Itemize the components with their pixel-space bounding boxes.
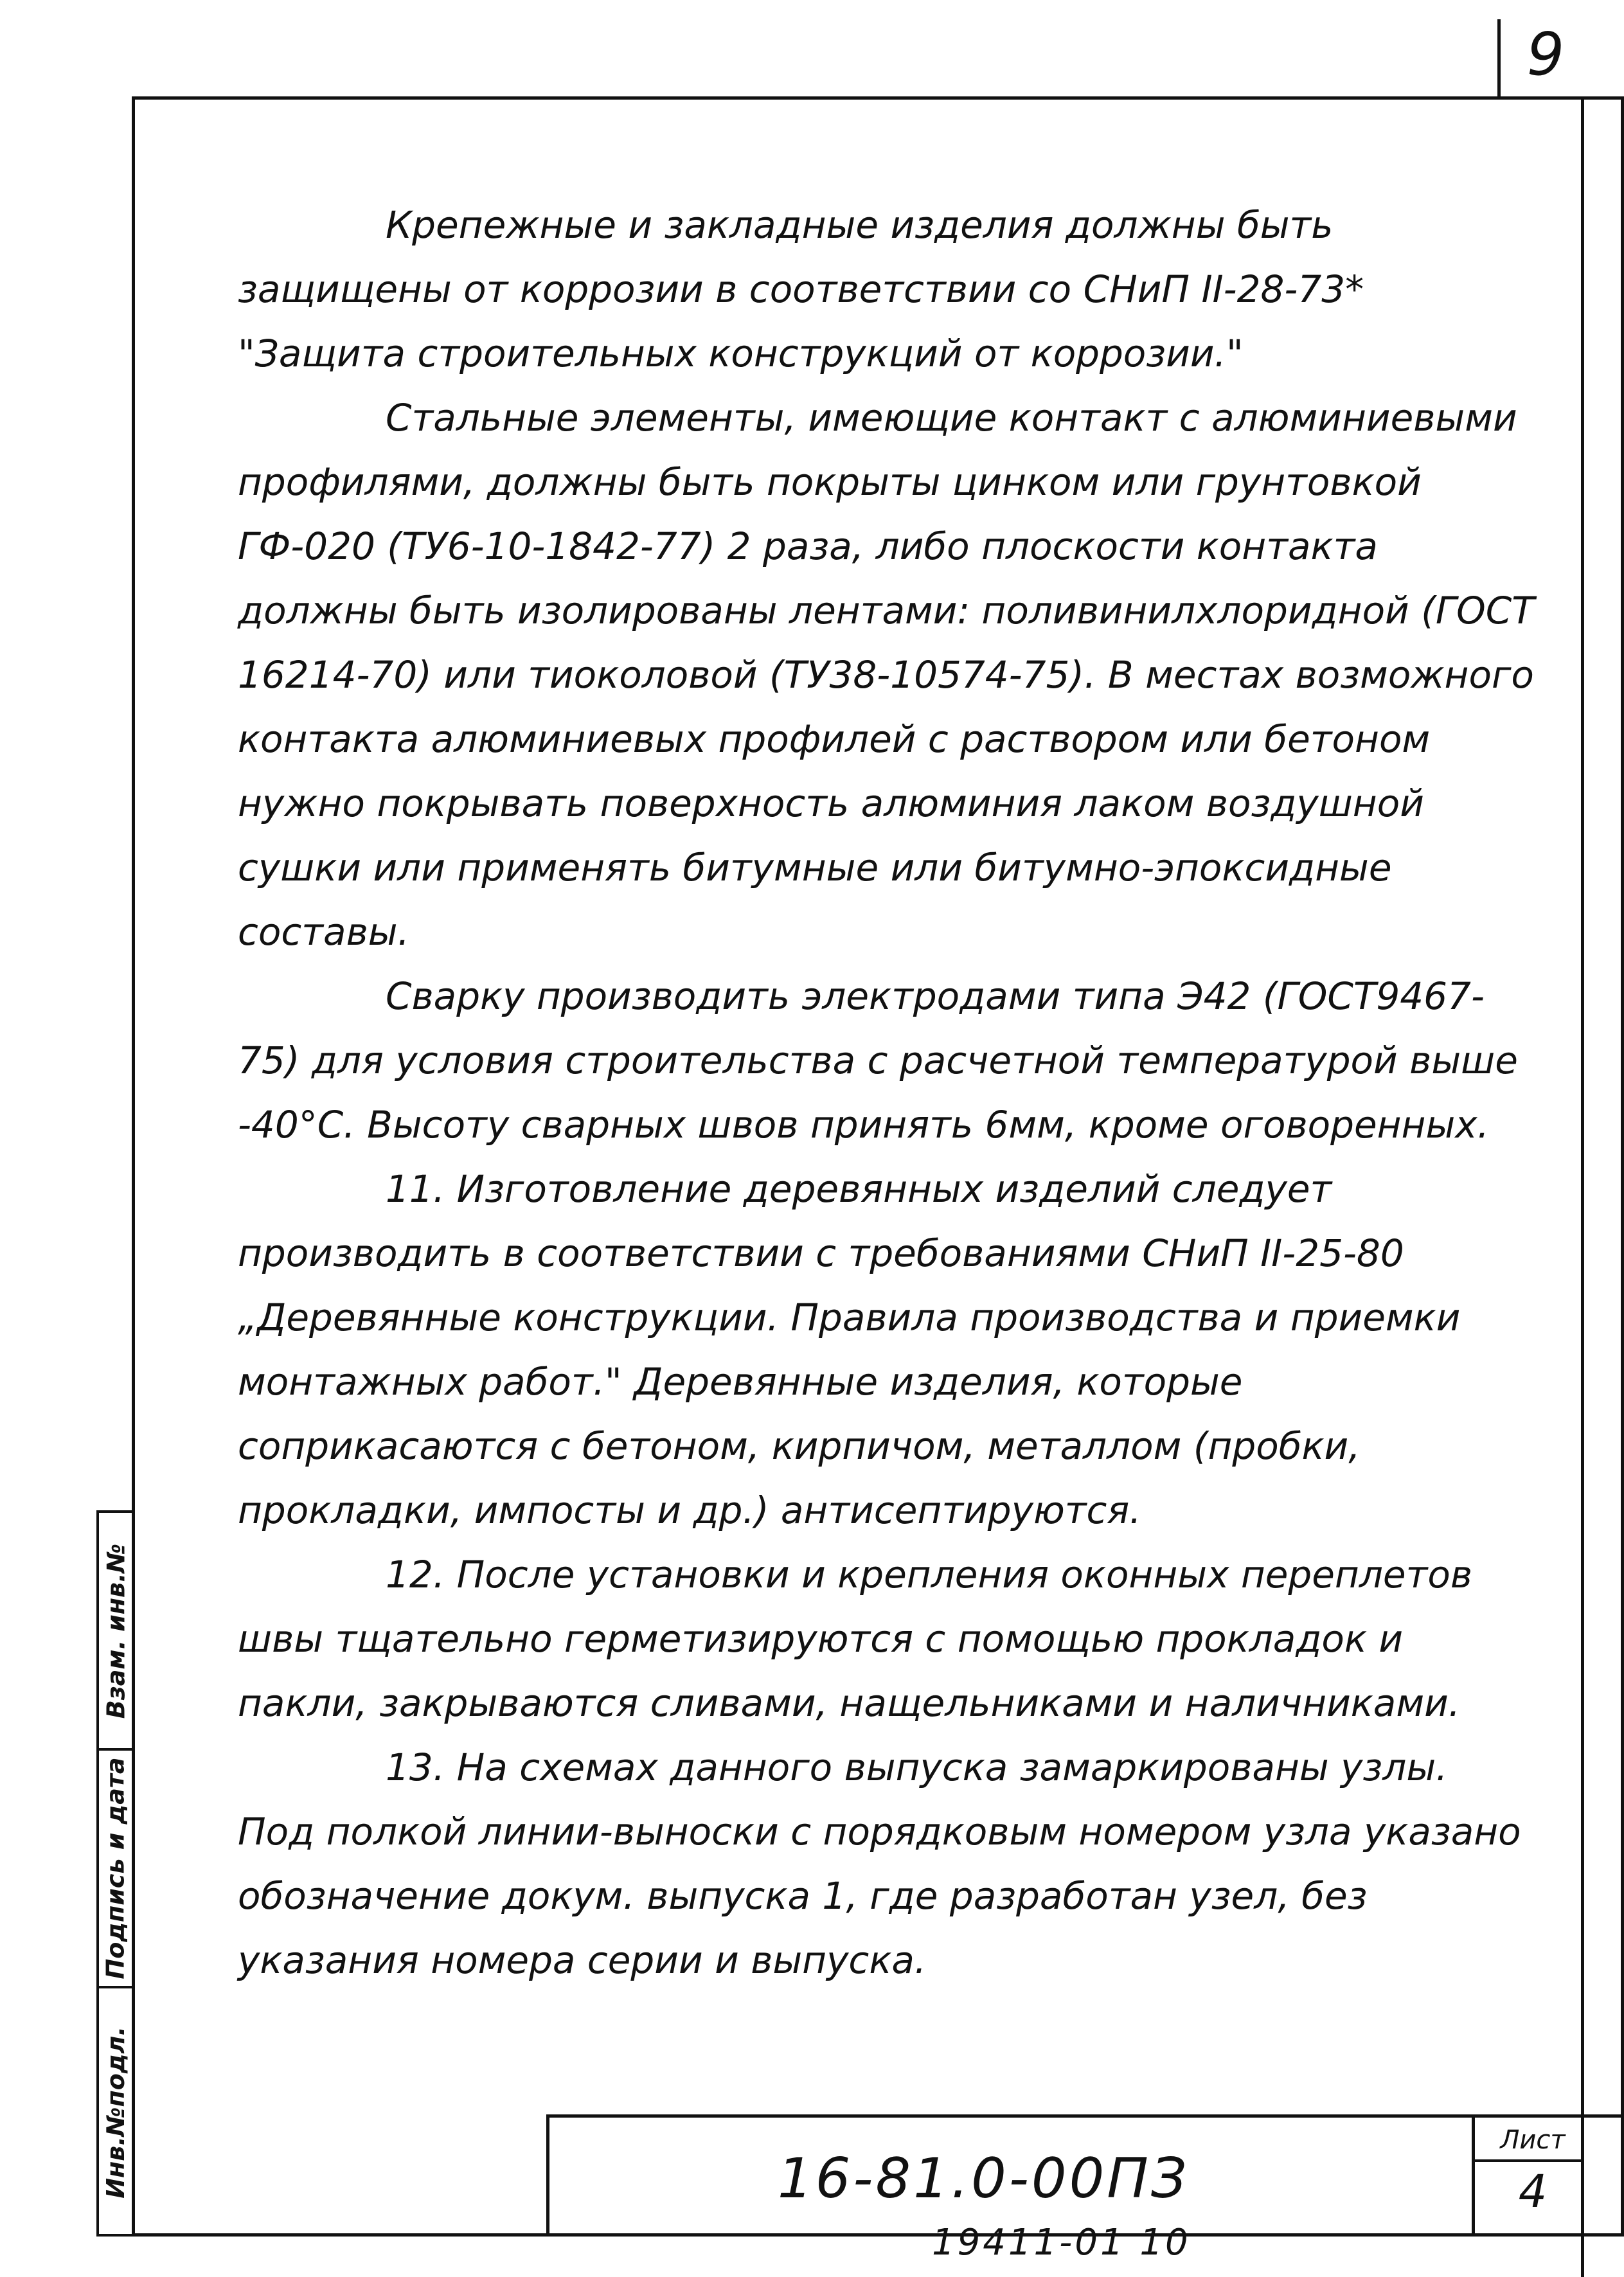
paragraph-steel-elements: Стальные элементы, имеющие контакт с алюминиевыми профилями, должны быть покрыты цинком или грунтовкой ГФ-020 (ТУ6-10-1842-77) 2 раза, либо плоскости контакта должны быть изолированы лентами: поливинилхлоридной (ГОСТ 16214-70) или тиоколовой (ТУ38-10574-75). В местах возможного контакта алюминиевых профилей с раствором или бетоном нужно покрывать поверхность алюминия лаком воздушной сушки или применять битумные или битумно-эпоксидные составы. (238, 396, 1535, 954)
paragraph-11-wooden: 11. Изготовление деревянных изделий следует производить в соответствии с требованиями СНиП II-25-80 „Деревянные конструкции. Правила производства и приемки монтажных работ." Деревянные изделия, которые соприкасаются с бетоном, кирпичом, металлом (пробки, прокладки, импосты и др.) антисептируются. (238, 1167, 1461, 1532)
paragraph-13-schemes: 13. На схемах данного выпуска замаркированы узлы. Под полкой линии-выноски с порядковым номером узла указано обозначение докум. выпуска 1, где разработан узел, без указания номера серии и выпуска. (238, 1746, 1521, 1982)
sidebar-label-original-inventory: Инв.№подл. (102, 2026, 130, 2199)
sheet-number: 4 (1518, 2165, 1548, 2218)
title-block-top-line (546, 2114, 1624, 2118)
paragraph-corrosion: Крепежные и закладные изделия должны быть защищены от коррозии в соответствии со СНиП II-28-73* "Защита строительных конструкций от коррозии." (238, 203, 1364, 375)
page-number: 9 (1526, 20, 1565, 89)
paragraph-12-sealing: 12. После установки и крепления оконных переплетов швы тщательно герметизируются с помощью прокладок и пакли, закрываются сливами, нащельниками и наличниками. (238, 1553, 1473, 1725)
sidebar-label-replacement: Взам. инв.№ (102, 1543, 130, 1719)
sheet-label: Лист (1500, 2125, 1566, 2155)
sidebar-label-signature-date: Подпись и дата (102, 1757, 130, 1979)
page-number-divider (1497, 19, 1501, 100)
title-block-left-line (546, 2114, 549, 2237)
document-code: 16-81.0-00ПЗ (777, 2147, 1190, 2211)
right-frame-line (1581, 96, 1584, 2277)
footer-code: 19411-01 10 (932, 2222, 1191, 2264)
paragraph-welding: Сварку производить электродами типа Э42 (ГОСТ9467-75) для условия строительства с расчетной температурой выше -40°С. Высоту сварных швов принять 6мм, кроме оговоренных. (238, 974, 1518, 1147)
document-body (238, 193, 1536, 1992)
